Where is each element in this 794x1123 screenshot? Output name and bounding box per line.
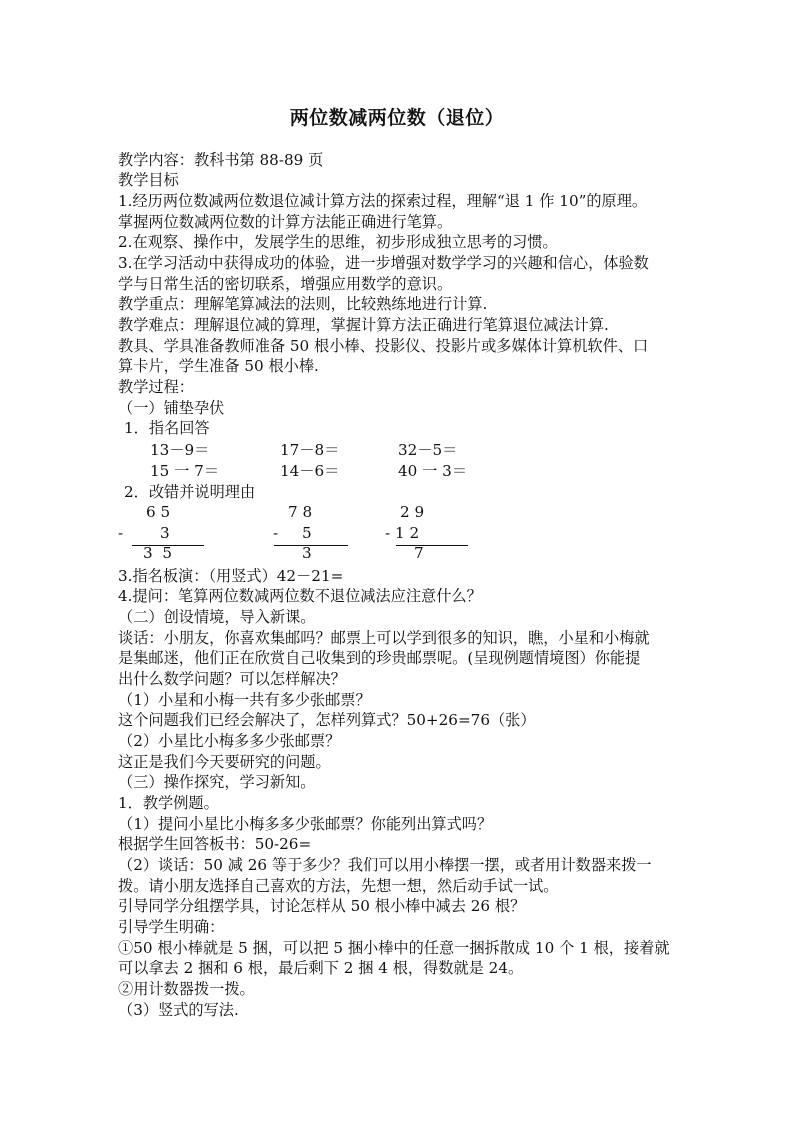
text-line: 拨。请小朋友选择自己喜欢的方法，先想一想，然后动手试一试。 [118, 877, 559, 895]
text-line: （1）小星和小梅一共有多少张邮票？ [118, 691, 371, 709]
minus-sign: - [273, 524, 279, 542]
text-line: （3）竖式的写法. [118, 1001, 239, 1019]
text-line: （1）提问小星比小梅多多少张邮票？你能列出算式吗？ [118, 815, 493, 833]
text-line: 教具、学具准备教师准备 50 根小棒、投影仪、投影片或多媒体计算机软件、口 [118, 337, 649, 355]
minus-sign: - [118, 524, 124, 542]
text-line: 谈话：小朋友，你喜欢集邮吗？邮票上可以学到很多的知识，瞧，小星和小梅就 [118, 629, 650, 647]
text-line: 引导学生明确： [118, 918, 225, 936]
text-line: 1.经历两位数减两位数退位减计算方法的探索过程，理解“退 1 作 10”的原理。 [118, 192, 648, 210]
oral-question: 32－5＝ [398, 441, 458, 459]
vertical-subtrahend: - 1 2 [385, 524, 420, 542]
text-line: （2）小星比小梅多多少张邮票？ [118, 732, 341, 750]
vertical-result: 3 5 [143, 544, 172, 562]
vertical-minuend: 7 8 [288, 503, 313, 521]
section-heading: （三）操作探究，学习新知。 [118, 773, 316, 791]
text-line: 可以拿去 2 捆和 6 根，最后剩下 2 捆 4 根，得数就是 24。 [118, 959, 524, 977]
vertical-subtrahend: 3 [160, 524, 170, 542]
text-line: 4.提问：笔算两位数减两位数不退位减法应注意什么？ [118, 587, 482, 605]
vertical-result: 7 [414, 544, 424, 562]
text-line: 学与日常生活的密切联系，增强应用数学的意识。 [118, 275, 453, 293]
text-line: 2.在观察、操作中，发展学生的思维，初步形成独立思考的习惯。 [118, 233, 558, 251]
text-line: ②用计数器拨一拨。 [118, 980, 255, 998]
document-title: 两位数减两位数（退位） [289, 107, 505, 129]
oral-question: 14－6＝ [280, 462, 340, 480]
subsection-heading: 1．指名回答 [124, 419, 210, 437]
answer-line [396, 545, 468, 546]
text-line: 3.指名板演：（用竖式）42－21= [118, 567, 344, 585]
text-line: 教学目标 [118, 171, 179, 189]
text-line: 教学内容：教科书第 88-89 页 [118, 151, 324, 169]
text-line: （2）谈话：50 减 26 等于多少？我们可以用小棒摆一摆，或者用计数器来拨一 [118, 856, 652, 874]
text-line: 教学重点：理解笔算减法的法则，比较熟练地进行计算. [118, 295, 488, 313]
text-line: 教学过程： [118, 378, 194, 396]
text-line: 出什么数学问题？可以怎样解决？ [118, 670, 346, 688]
vertical-subtrahend: 5 [302, 524, 312, 542]
vertical-result: 3 [302, 544, 312, 562]
text-line: ①50 根小棒就是 5 捆，可以把 5 捆小棒中的任意一捆拆散成 10 个 1 根，接着就 [118, 939, 670, 957]
text-line: 3.在学习活动中获得成功的体验，进一步增强对数学学习的兴趣和信心，体验数 [118, 254, 649, 272]
vertical-minuend: 2 9 [400, 503, 425, 521]
text-line: 这正是我们今天要研究的问题。 [118, 753, 331, 771]
text-line: 教学难点：理解退位减的算理，掌握计算方法正确进行笔算退位减法计算. [118, 316, 609, 334]
text-line: 掌握两位数减两位数的计算方法能正确进行笔算。 [118, 213, 453, 231]
oral-question: 17－8＝ [280, 441, 340, 459]
text-line: 根据学生回答板书：50-26= [118, 835, 312, 853]
vertical-minuend: 6 5 [146, 503, 171, 521]
text-line: 这个问题我们已经会解决了，怎样列算式？50+26=76（张） [118, 711, 536, 729]
text-line: 是集邮迷，他们正在欣赏自己收集到的珍贵邮票呢。(呈现例题情境图）你能提 [118, 649, 641, 667]
subsection-heading: 2．改错并说明理由 [124, 483, 256, 501]
oral-question: 13－9＝ [150, 441, 210, 459]
text-line: 1．教学例题。 [118, 794, 219, 812]
section-heading: （二）创设情境，导入新课。 [118, 608, 316, 626]
oral-question: 40 一 3＝ [398, 462, 468, 480]
text-line: 引导同学分组摆学具，讨论怎样从 50 根小棒中减去 26 根？ [118, 897, 526, 915]
oral-question: 15 一 7＝ [150, 462, 220, 480]
section-heading: （一）铺垫孕伏 [118, 399, 225, 417]
text-line: 算卡片，学生准备 50 根小棒. [118, 357, 319, 375]
